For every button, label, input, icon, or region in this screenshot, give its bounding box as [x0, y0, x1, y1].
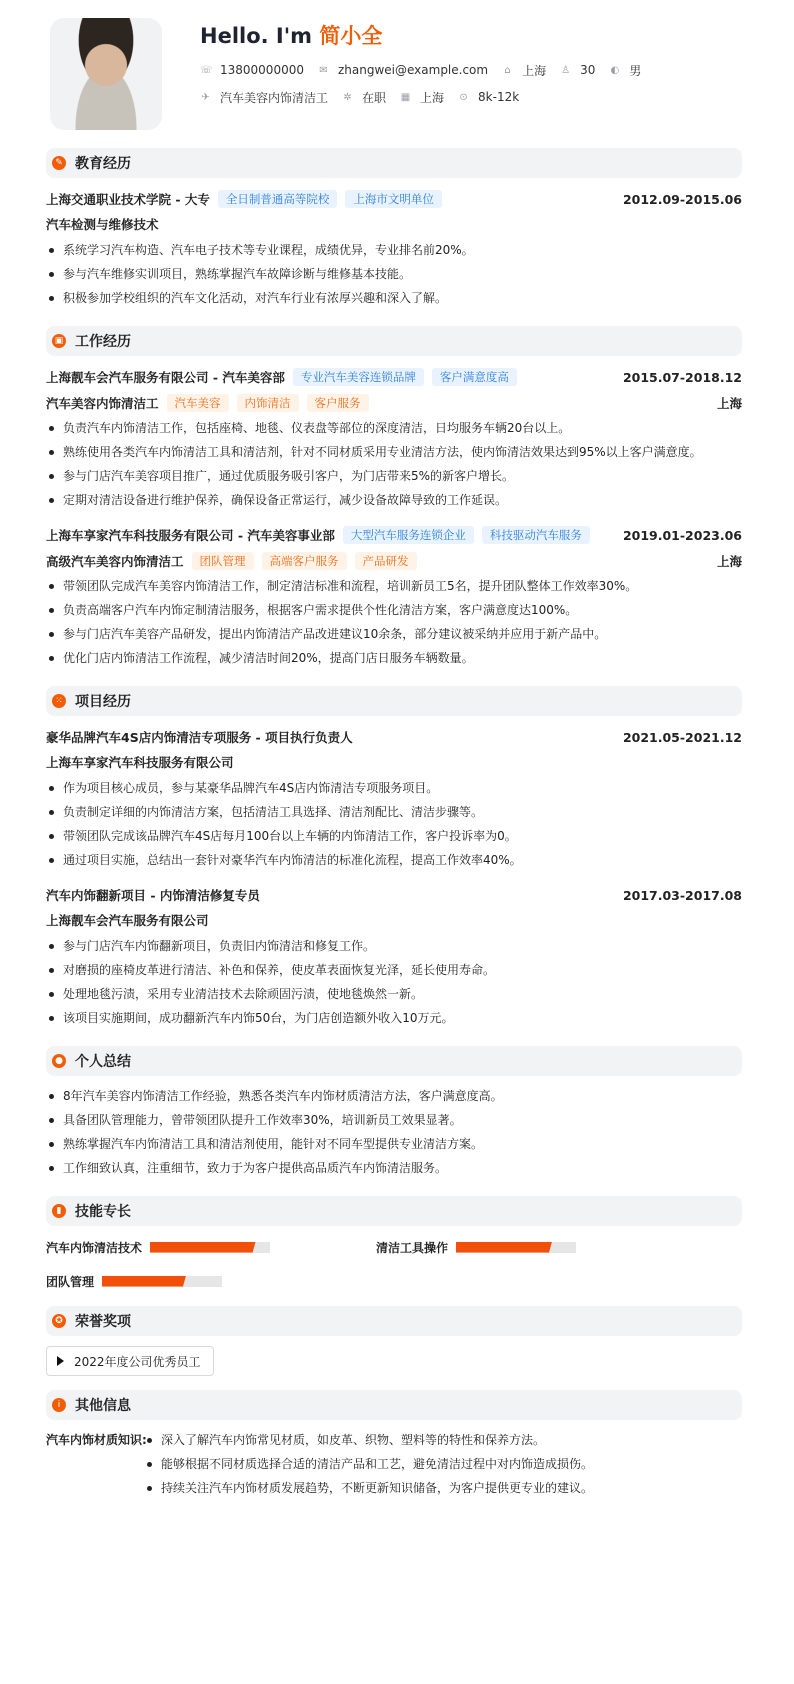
- list-item: 参与门店汽车美容产品研发，提出内饰清洁产品改进建议10余条，部分建议被采纳并应用于新产品中。: [46, 622, 742, 646]
- skill-bar-fill: [102, 1276, 186, 1287]
- work-bullets: [46, 574, 742, 670]
- skill-bar: [456, 1242, 576, 1253]
- location-text: 上海: [522, 63, 547, 78]
- work-entry: [46, 522, 742, 670]
- work-entry: [46, 364, 742, 512]
- briefcase-icon: ▣: [52, 334, 66, 348]
- role-tag: 高端客户服务: [262, 552, 347, 570]
- section-honors-title: [46, 1306, 742, 1336]
- work-city: 上海: [716, 554, 742, 569]
- chart-icon: ▮: [52, 1204, 66, 1218]
- award-icon: ✪: [52, 1314, 66, 1328]
- salary-icon: ⊙: [459, 91, 468, 103]
- honor-item[interactable]: [46, 1346, 214, 1376]
- section-title: 荣誉奖项: [75, 1314, 131, 1330]
- role-tag: 客户服务: [307, 394, 369, 412]
- job-icon: ✈: [201, 91, 210, 103]
- education-header-row: [46, 186, 742, 212]
- role-name: 高级汽车美容内饰清洁工: [46, 554, 184, 569]
- section-title: 技能专长: [75, 1204, 131, 1220]
- city-icon: ▦: [400, 91, 411, 103]
- list-item: 8年汽车美容内饰清洁工作经验，熟悉各类汽车内饰材质清洁方法，客户满意度高。: [46, 1084, 742, 1108]
- list-item: 该项目实施期间，成功翻新汽车内饰50台，为门店创造额外收入10万元。: [46, 1006, 742, 1030]
- project-entry: [46, 724, 742, 872]
- list-item: 带领团队完成汽车美容内饰清洁工作，制定清洁标准和流程，培训新员工5名，提升团队整体工作效率30%。: [46, 574, 742, 598]
- person-name: 简小全: [319, 24, 383, 48]
- company-name: 上海车享家汽车科技服务有限公司 - 汽车美容事业部: [46, 528, 335, 543]
- work-date: 2019.01-2023.06: [622, 527, 742, 543]
- section-other-title: [46, 1390, 742, 1420]
- education-date: 2012.09-2015.06: [622, 191, 742, 207]
- other-label: 汽车内饰材质知识:: [46, 1433, 147, 1447]
- list-item: 对磨损的座椅皮革进行清洁、补色和保养，使皮革表面恢复光泽，延长使用寿命。: [46, 958, 742, 982]
- skill-name: 汽车内饰清洁技术: [46, 1240, 143, 1255]
- section-skills-title: [46, 1196, 742, 1226]
- honor-text: 2022年度公司优秀员工: [74, 1354, 201, 1369]
- education-bullets: [46, 238, 742, 310]
- skill-bar-fill: [150, 1242, 256, 1253]
- list-item: 负责高端客户汽车内饰定制清洁服务，根据客户需求提供个性化清洁方案，客户满意度达100%。: [46, 598, 742, 622]
- company-name: 上海靓车会汽车服务有限公司 - 汽车美容部: [46, 370, 285, 385]
- summary-bullets: [46, 1084, 742, 1180]
- contact-age: [560, 63, 595, 77]
- list-item: 系统学习汽车构造、汽车电子技术等专业课程，成绩优异，专业排名前20%。: [46, 238, 742, 262]
- school-name: 上海交通职业技术学院 - 大专: [46, 192, 210, 207]
- contact-phone: [200, 63, 304, 77]
- role-tag: 产品研发: [355, 552, 417, 570]
- list-item: 持续关注汽车内饰材质发展趋势，不断更新知识储备，为客户提供更专业的建议。: [144, 1476, 593, 1500]
- intent-salary-text: 8k-12k: [478, 90, 520, 104]
- skill-item: [46, 1270, 376, 1292]
- info-icon: i: [52, 1398, 66, 1412]
- other-bullets: [144, 1428, 593, 1500]
- project-name: 汽车内饰翻新项目 - 内饰清洁修复专员: [46, 888, 260, 903]
- age-text: 30: [580, 63, 596, 77]
- company-tag: 客户满意度高: [432, 368, 517, 386]
- job-intent-row: [200, 85, 655, 109]
- company-tag: 专业汽车美容连锁品牌: [293, 368, 424, 386]
- list-item: 参与门店汽车美容项目推广，通过优质服务吸引客户，为门店带来5%的新客户增长。: [46, 464, 742, 488]
- intent-city: [400, 89, 444, 106]
- skill-item: [376, 1236, 706, 1258]
- work-city: 上海: [716, 396, 742, 411]
- resume-header: [46, 18, 742, 148]
- work-header-row: [46, 522, 742, 548]
- skills-list: [46, 1236, 742, 1304]
- contact-row: [200, 58, 655, 82]
- school-tag: 全日制普通高等院校: [218, 190, 338, 208]
- list-item: 处理地毯污渍，采用专业清洁技术去除顽固污渍，使地毯焕然一新。: [46, 982, 742, 1006]
- skill-item: [46, 1236, 376, 1258]
- gender-text: 男: [629, 63, 642, 78]
- education-icon: ✎: [52, 156, 66, 170]
- project-name: 豪华品牌汽车4S店内饰清洁专项服务 - 项目执行负责人: [46, 730, 353, 745]
- company-tag: 大型汽车服务连锁企业: [343, 526, 474, 544]
- phone-text: 13800000000: [220, 63, 304, 77]
- project-icon: ⁙: [52, 694, 66, 708]
- section-education-title: [46, 148, 742, 178]
- project-header-row: [46, 882, 742, 908]
- summary-block: [46, 1084, 742, 1180]
- role-tag: 内饰清洁: [237, 394, 299, 412]
- list-item: 参与门店汽车内饰翻新项目，负责旧内饰清洁和修复工作。: [46, 934, 742, 958]
- role-tag: 汽车美容: [167, 394, 229, 412]
- list-item: 负责汽车内饰清洁工作，包括座椅、地毯、仪表盘等部位的深度清洁，日均服务车辆20台以上。: [46, 416, 742, 440]
- avatar: [50, 18, 162, 130]
- role-tag: 团队管理: [192, 552, 254, 570]
- skill-bar-fill: [456, 1242, 552, 1253]
- section-title: 教育经历: [75, 156, 131, 172]
- section-work-title: [46, 326, 742, 356]
- work-role-row: [46, 548, 742, 574]
- list-item: 带领团队完成该品牌汽车4S店每月100台以上车辆的内饰清洁工作，客户投诉率为0。: [46, 824, 742, 848]
- intent-salary: [458, 90, 519, 104]
- project-bullets: [46, 934, 742, 1030]
- section-projects-title: [46, 686, 742, 716]
- list-item: 深入了解汽车内饰常见材质，如皮革、织物、塑料等的特性和保养方法。: [144, 1428, 593, 1452]
- intent-job-text: 汽车美容内饰清洁工: [220, 90, 329, 105]
- list-item: 优化门店内饰清洁工作流程，减少清洁时间20%，提高门店日服务车辆数量。: [46, 646, 742, 670]
- play-icon: [57, 1356, 64, 1366]
- project-company: 上海靓车会汽车服务有限公司: [46, 913, 209, 928]
- section-title: 个人总结: [75, 1054, 131, 1070]
- other-info-block: [46, 1428, 742, 1500]
- work-header-row: [46, 364, 742, 390]
- school-tag: 上海市文明单位: [345, 190, 442, 208]
- status-icon: ✲: [343, 91, 352, 103]
- list-item: 通过项目实施，总结出一套针对豪华汽车内饰清洁的标准化流程，提高工作效率40%。: [46, 848, 742, 872]
- education-major: 汽车检测与维修技术: [46, 217, 159, 232]
- project-entry: [46, 882, 742, 1030]
- intent-status: [342, 89, 386, 106]
- skill-bar: [102, 1276, 222, 1287]
- contact-location: [502, 62, 546, 79]
- education-entry: [46, 186, 742, 310]
- section-title: 其他信息: [75, 1398, 131, 1414]
- list-item: 工作细致认真，注重细节，致力于为客户提供高品质汽车内饰清洁服务。: [46, 1156, 742, 1180]
- greeting-title: [200, 20, 655, 50]
- list-item: 能够根据不同材质选择合适的清洁产品和工艺，避免清洁过程中对内饰造成损伤。: [144, 1452, 593, 1476]
- skill-name: 清洁工具操作: [376, 1240, 449, 1255]
- email-text: zhangwei@example.com: [337, 63, 489, 77]
- age-icon: ♙: [561, 64, 571, 76]
- list-item: 定期对清洁设备进行维护保养，确保设备正常运行，减少设备故障导致的工作延误。: [46, 488, 742, 512]
- project-company: 上海车享家汽车科技服务有限公司: [46, 755, 234, 770]
- project-bullets: [46, 776, 742, 872]
- mail-icon: ✉: [319, 64, 328, 76]
- greeting-text: Hello. I'm: [200, 24, 313, 48]
- list-item: 积极参加学校组织的汽车文化活动，对汽车行业有浓厚兴趣和深入了解。: [46, 286, 742, 310]
- role-name: 汽车美容内饰清洁工: [46, 396, 159, 411]
- gender-icon: ◐: [610, 64, 620, 76]
- work-date: 2015.07-2018.12: [622, 369, 742, 385]
- list-item: 参与汽车维修实训项目，熟练掌握汽车故障诊断与维修基本技能。: [46, 262, 742, 286]
- skill-name: 团队管理: [46, 1274, 95, 1289]
- project-header-row: [46, 724, 742, 750]
- section-title: 工作经历: [75, 334, 131, 350]
- honors-list: [46, 1336, 742, 1376]
- contact-email[interactable]: [318, 63, 488, 77]
- list-item: 熟练掌握汽车内饰清洁工具和清洁剂使用，能针对不同车型提供专业清洁方案。: [46, 1132, 742, 1156]
- company-tag: 科技驱动汽车服务: [482, 526, 590, 544]
- basic-info: [200, 18, 655, 148]
- list-item: 熟练使用各类汽车内饰清洁工具和清洁剂，针对不同材质采用专业清洁方法，使内饰清洁效果达到95%以上客户满意度。: [46, 440, 742, 464]
- intent-status-text: 在职: [362, 90, 387, 105]
- skill-bar: [150, 1242, 270, 1253]
- list-item: 作为项目核心成员，参与某豪华品牌汽车4S店内饰清洁专项服务项目。: [46, 776, 742, 800]
- intent-city-text: 上海: [420, 90, 445, 105]
- person-icon: ●: [52, 1054, 66, 1068]
- project-date: 2021.05-2021.12: [622, 729, 742, 745]
- section-summary-title: [46, 1046, 742, 1076]
- intent-job: [200, 89, 328, 106]
- list-item: 负责制定详细的内饰清洁方案，包括清洁工具选择、清洁剂配比、清洁步骤等。: [46, 800, 742, 824]
- phone-icon: ☏: [200, 64, 213, 76]
- work-role-row: [46, 390, 742, 416]
- home-icon: ⌂: [504, 64, 511, 76]
- work-bullets: [46, 416, 742, 512]
- section-title: 项目经历: [75, 694, 131, 710]
- list-item: 具备团队管理能力，曾带领团队提升工作效率30%，培训新员工效果显著。: [46, 1108, 742, 1132]
- contact-gender: [609, 62, 641, 79]
- project-date: 2017.03-2017.08: [622, 887, 742, 903]
